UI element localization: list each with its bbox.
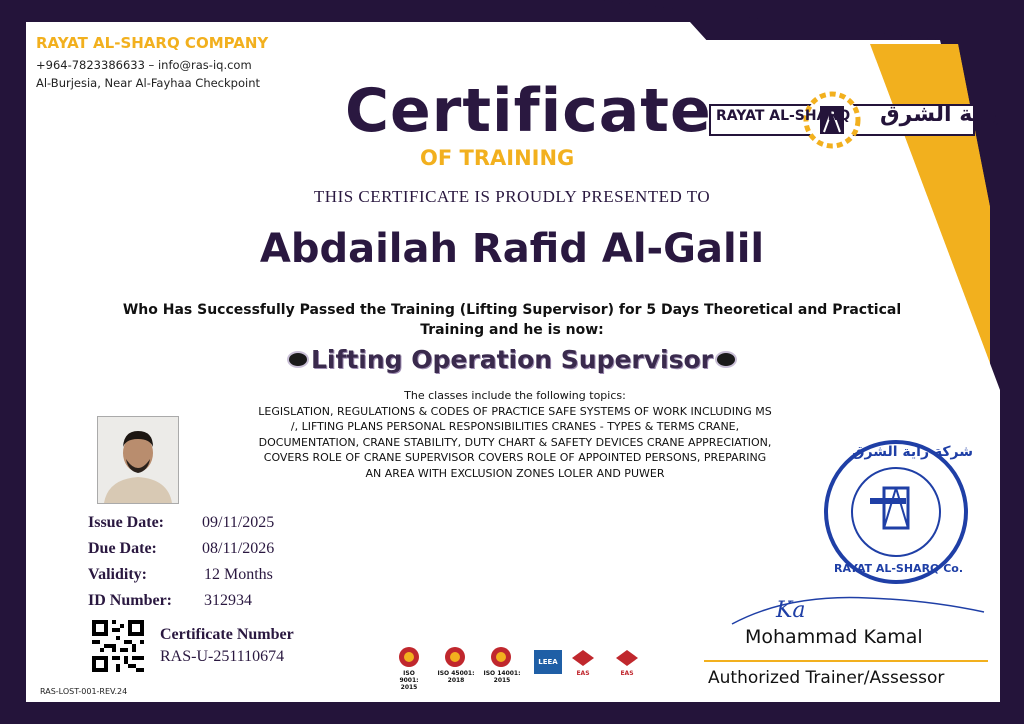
eas-badge-label: EAS <box>576 670 590 677</box>
trainer-role: Authorized Trainer/Assessor <box>708 668 945 688</box>
due-date-value: 08/11/2026 <box>202 540 275 557</box>
revision-code: RAS-LOST-001-REV.24 <box>40 687 128 696</box>
validity <box>88 566 273 584</box>
id-number-value: 312934 <box>204 592 252 609</box>
company-name: RAYAT AL-SHARQ COMPANY <box>36 34 269 52</box>
id-number-label: ID Number: <box>88 592 172 609</box>
classes-line: COVERS ROLE OF CRANE SUPERVISOR COVERS ROLE OF APPOINTED PERSONS, PREPARING <box>263 451 767 464</box>
certificate-subtitle: OF TRAINING <box>420 146 575 170</box>
stamp-text-ar: شركة راية الشرق <box>852 444 973 460</box>
bullet-icon <box>287 351 309 368</box>
classes-line: AN AREA WITH EXCLUSION ZONES LOLER AND PUWER <box>365 466 665 480</box>
address-line: Al-Burjesia, Near Al-Fayhaa Checkpoint <box>36 76 260 90</box>
id-number <box>88 592 252 610</box>
classes-line: LEGISLATION, REGULATIONS & CODES OF PRACTICE SAFE SYSTEMS OF WORK INCLUDING MS <box>258 404 772 418</box>
signature-text: Ka <box>776 598 806 623</box>
eas-badge-label: EAS <box>620 670 634 677</box>
iso-badge-label: ISO 9001: 2015 <box>399 670 419 691</box>
role-title <box>0 345 1024 374</box>
trainer-name: Mohammad Kamal <box>745 626 923 648</box>
iso-badge-label: ISO 14001: 2015 <box>483 670 521 684</box>
passed-text: Who Has Successfully Passed the Training (Lifting Supervisor) for 5 Days Theoretical and Practical Training and he is now: <box>122 302 902 338</box>
iso-badge-icon <box>440 646 470 668</box>
classes-line: /, LIFTING PLANS PERSONAL RESPONSIBILITIES CRANES - TYPES & TERMS CRANE, <box>290 420 740 433</box>
stamp-text-en: RAYAT AL-SHARQ Co. <box>834 562 964 575</box>
iso-badge-icon <box>486 646 516 668</box>
classes-line: DOCUMENTATION, CRANE STABILITY, DUTY CHART & SAFETY DEVICES CRANE APPRECIATION, <box>258 435 772 449</box>
eas-badge-icon <box>614 648 640 668</box>
classes-intro: The classes include the following topics: <box>404 389 626 402</box>
contact-line: +964-7823386633 – info@ras-iq.com <box>36 58 252 72</box>
validity-label: Validity: <box>88 566 147 583</box>
issue-date-label: Issue Date: <box>88 514 164 531</box>
logo-text-en: RAYAT AL-SHARQ <box>716 108 851 124</box>
qr-code[interactable] <box>92 620 144 672</box>
role-text: Lifting Operation Supervisor <box>310 345 714 374</box>
issue-date-value: 09/11/2025 <box>202 514 275 531</box>
issue-date <box>88 514 274 532</box>
recipient-photo <box>97 416 179 504</box>
bullet-icon <box>715 351 737 368</box>
signature-scribble <box>728 590 988 630</box>
classes-block <box>205 388 825 481</box>
validity-value: 12 Months <box>204 566 273 583</box>
leea-badge: LEEA <box>534 650 562 674</box>
due-date-label: Due Date: <box>88 540 157 557</box>
logo-text-ar: راية الشرق <box>880 102 1002 127</box>
iso-badge-icon <box>394 646 424 668</box>
presented-to-text: THIS CERTIFICATE IS PROUDLY PRESENTED TO <box>313 187 711 206</box>
due-date <box>88 540 274 558</box>
eas-badge-icon <box>570 648 596 668</box>
iso-badge-label: ISO 45001: 2018 <box>437 670 475 684</box>
certificate-title: Certificate <box>345 76 712 146</box>
recipient-name: Abdailah Rafid Al-Galil <box>259 226 765 272</box>
certificate-number-label: Certificate Number <box>160 626 294 643</box>
certificate-number-value: RAS-U-251110674 <box>160 648 285 665</box>
